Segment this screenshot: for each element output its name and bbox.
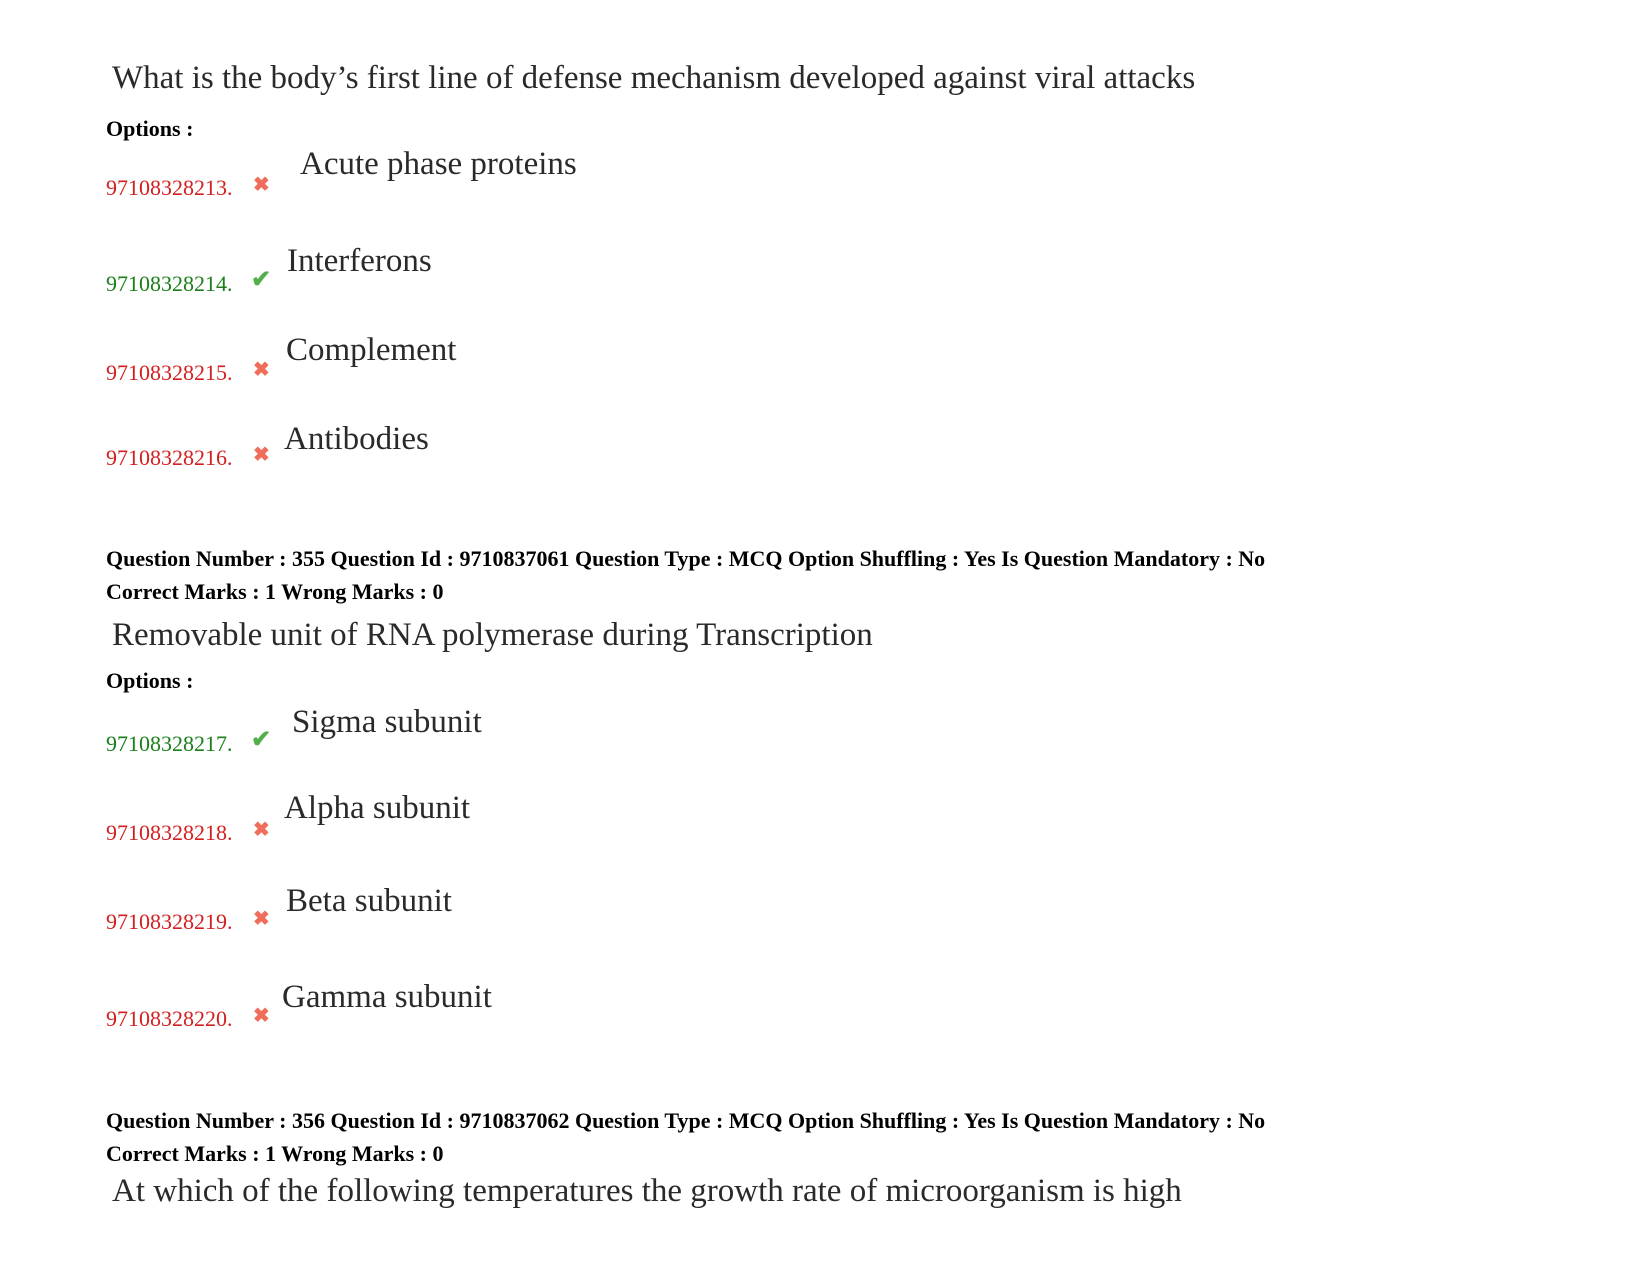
question-meta: Question Number : 355 Question Id : 9710837061 Question Type : MCQ Option Shuffling : Yes Is Question Mandatory : No: [106, 546, 1266, 571]
wrong-mark-icon: ✖: [253, 1005, 270, 1027]
wrong-mark-icon: ✖: [253, 174, 270, 196]
option-id: 97108328218.: [106, 820, 233, 845]
question-text: What is the body’s first line of defense mechanism developed against viral attacks: [112, 60, 1196, 96]
option-id: 97108328214.: [106, 271, 233, 296]
question-meta: Question Number : 356 Question Id : 9710837062 Question Type : MCQ Option Shuffling : Yes Is Question Mandatory : No: [106, 1108, 1266, 1133]
marks-meta: Correct Marks : 1 Wrong Marks : 0: [106, 579, 444, 604]
option-id: 97108328217.: [106, 731, 233, 756]
wrong-mark-icon: ✖: [253, 444, 270, 466]
wrong-mark-icon: ✖: [253, 819, 270, 841]
option-id: 97108328215.: [106, 360, 233, 385]
option-text: Sigma subunit: [292, 704, 482, 740]
option-id: 97108328213.: [106, 175, 233, 200]
wrong-mark-icon: ✖: [253, 359, 270, 381]
option-text: Antibodies: [284, 421, 429, 457]
option-text: Interferons: [287, 243, 432, 279]
option-id: 97108328220.: [106, 1006, 233, 1031]
option-text: Complement: [286, 332, 457, 368]
options-label: Options :: [106, 116, 194, 141]
option-id: 97108328219.: [106, 909, 233, 934]
marks-meta: Correct Marks : 1 Wrong Marks : 0: [106, 1141, 444, 1166]
option-text: Alpha subunit: [284, 790, 471, 826]
correct-check-icon: ✔: [251, 267, 272, 293]
correct-check-icon: ✔: [251, 727, 272, 753]
options-label: Options :: [106, 668, 194, 693]
option-text: Gamma subunit: [282, 979, 492, 1015]
question-text: Removable unit of RNA polymerase during Transcription: [112, 617, 873, 653]
question-text: At which of the following temperatures the growth rate of microorganism is high: [112, 1173, 1182, 1209]
option-id: 97108328216.: [106, 445, 233, 470]
wrong-mark-icon: ✖: [253, 908, 270, 930]
option-text: Acute phase proteins: [300, 146, 577, 182]
option-text: Beta subunit: [286, 883, 452, 919]
